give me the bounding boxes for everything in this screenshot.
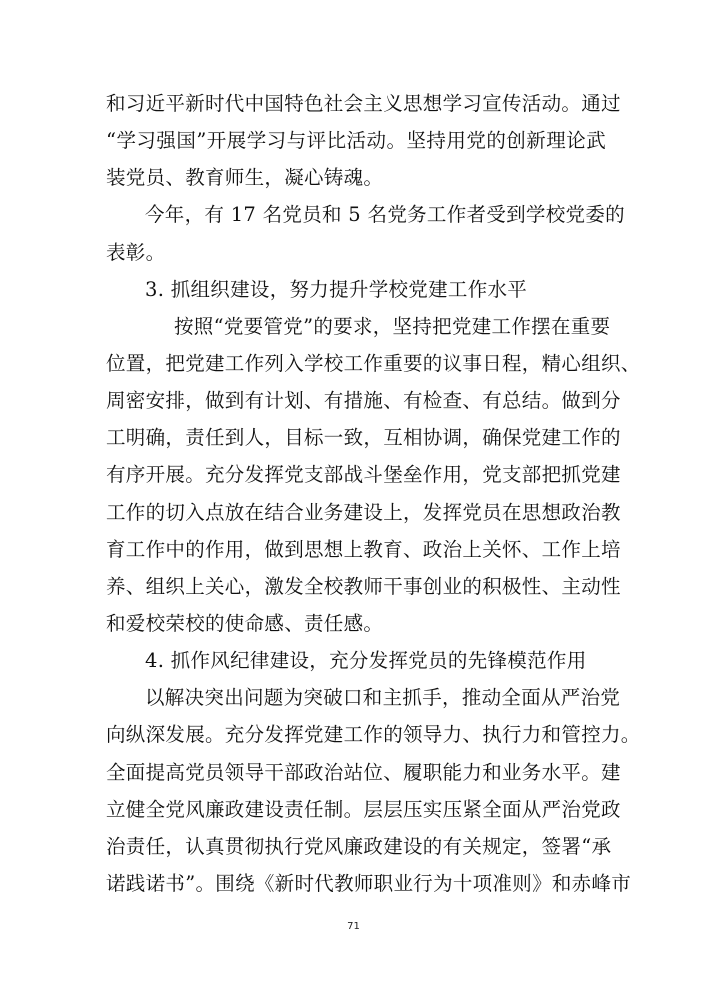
body-text-line: 向纵深发展。充分发挥党建工作的领导力、执行力和管控力。	[106, 723, 641, 746]
body-text-line: 以解决突出问题为突破口和主抓手，推动全面从严治党	[145, 686, 621, 709]
page-number: 71	[347, 921, 360, 932]
body-text-line: 和爱校荣校的使命感、责任感。	[106, 612, 384, 635]
body-text-line: 周密安排，做到有计划、有措施、有检查、有总结。做到分	[106, 389, 621, 412]
body-text-line: 养、组织上关心，激发全校教师干事创业的积极性、主动性	[106, 575, 621, 598]
section-heading-4: 4. 抓作风纪律建设，充分发挥党员的先锋模范作用	[145, 649, 587, 672]
body-text-line: 有序开展。充分发挥党支部战斗堡垒作用，党支部把抓党建	[106, 463, 621, 486]
body-text-line: 工明确，责任到人，目标一致，互相协调，确保党建工作的	[106, 426, 621, 449]
body-text-line: 工作的切入点放在结合业务建设上，发挥党员在思想政治教	[106, 501, 621, 524]
body-text-line: 立健全党风廉政建设责任制。层层压实压紧全面从严治党政	[106, 798, 621, 821]
body-text-line: 按照“党要管党”的要求，坚持把党建工作摆在重要	[174, 315, 611, 338]
body-text-line: 今年，有 17 名党员和 5 名党务工作者受到学校党委的	[145, 203, 625, 226]
body-text-line: 表彰。	[106, 241, 166, 264]
body-text-line: 治责任，认真贯彻执行党风廉政建设的有关规定，签署“承	[106, 835, 612, 858]
body-text-line: 位置，把党建工作列入学校工作重要的议事日程，精心组织、	[106, 352, 641, 375]
body-text-line: “学习强国”开展学习与评比活动。坚持用党的创新理论武	[106, 129, 606, 152]
section-heading-3: 3. 抓组织建设，努力提升学校党建工作水平	[145, 278, 528, 301]
body-text-line: 装党员、教育师生，凝心铸魂。	[106, 166, 384, 189]
body-text-line: 育工作中的作用，做到思想上教育、政治上关怀、工作上培	[106, 538, 621, 561]
body-text-line: 全面提高党员领导干部政治站位、履职能力和业务水平。建	[106, 761, 621, 784]
body-text-line: 和习近平新时代中国特色社会主义思想学习宣传活动。通过	[106, 92, 621, 115]
body-text-line: 诺践诺书”。围绕《新时代教师职业行为十项准则》和赤峰市	[106, 872, 632, 895]
